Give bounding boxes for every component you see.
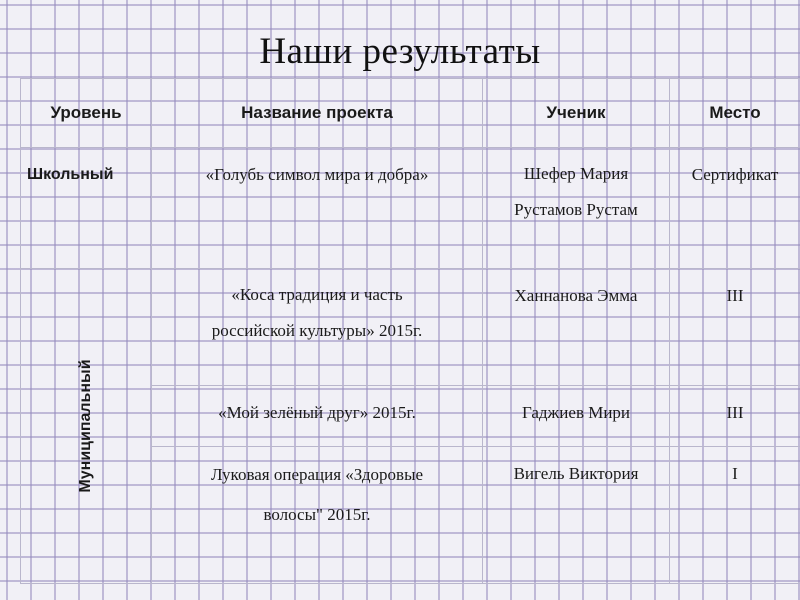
header-project: Название проекта [152,79,483,148]
table-row-municipal-1 [21,269,800,386]
project-name-line2: российской культуры» 2015г. [211,321,423,340]
place-cell [670,148,800,269]
student-name: Ханнанова Эмма [514,286,638,305]
project-name-line1: «Коса традиция и часть [231,285,403,304]
place-value: I [732,464,738,483]
project-name-line1: Луковая операция «Здоровые [210,465,424,484]
level-municipal-label: Муниципальный [77,359,94,493]
project-name: «Мой зелёный друг» 2015г. [218,403,416,422]
student-cell [483,386,670,447]
student-name-1: Шефер Мария [523,164,629,183]
level-cell-municipal [21,269,152,584]
project-cell [152,269,483,386]
project-name: «Голубь символ мира и добра» [205,165,429,184]
place-value: III [726,403,744,422]
place-cell [670,386,800,447]
project-cell [152,386,483,447]
student-cell [483,148,670,269]
place-cell [670,269,800,386]
header-student: Ученик [483,79,670,148]
slide-title: Наши результаты [259,31,541,72]
place-cell [670,447,800,584]
header-place: Место [670,79,800,148]
student-name: Вигель Виктория [513,464,639,483]
results-table [20,78,800,584]
place-certificate: Сертификат [691,165,779,184]
level-cell-school [21,148,152,269]
project-name-line2: волосы" 2015г. [263,505,371,524]
student-name: Гаджиев Мири [521,403,631,422]
place-value: III [726,286,744,305]
project-cell [152,447,483,584]
student-name-2: Рустамов Рустам [514,200,638,219]
level-school-label: Школьный [27,166,114,183]
header-level: Уровень [21,79,152,148]
table-row-school [21,148,800,269]
student-cell [483,447,670,584]
student-cell [483,269,670,386]
table-header-row [21,79,800,148]
project-cell [152,148,483,269]
